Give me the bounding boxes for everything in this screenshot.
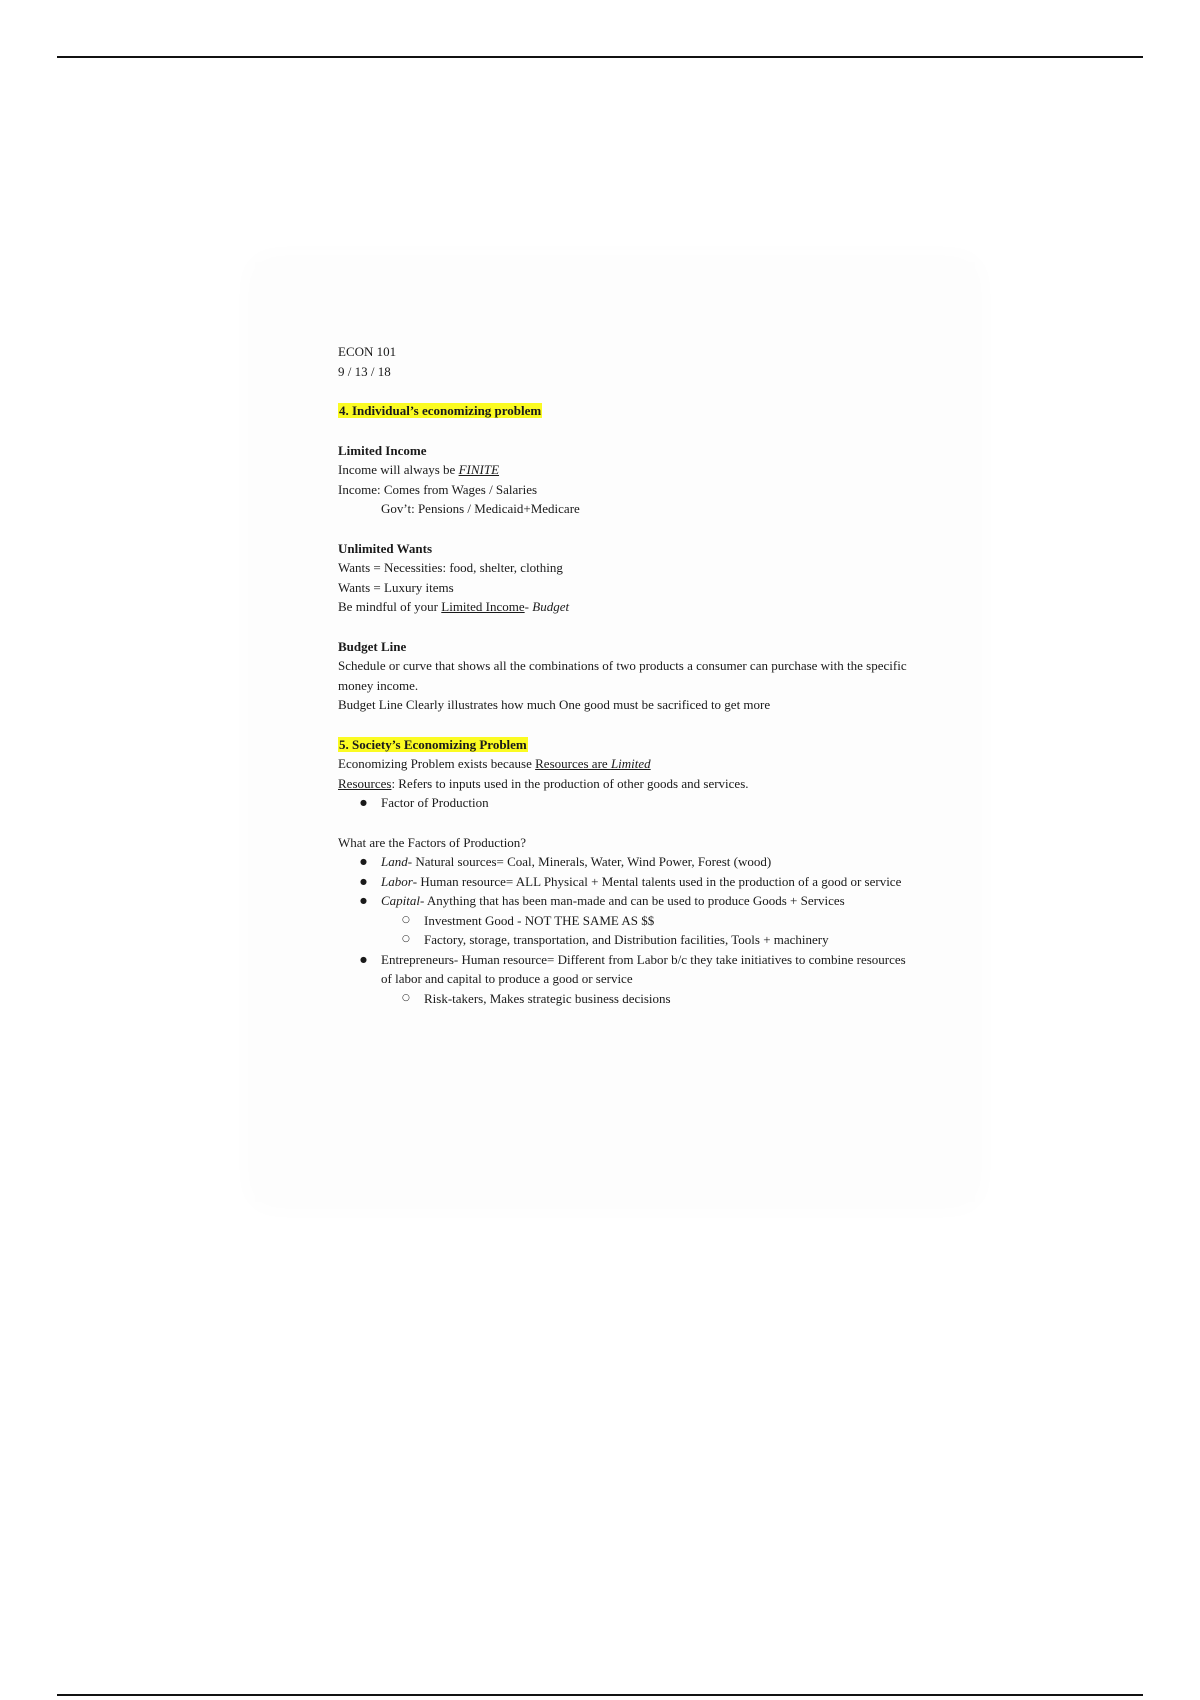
section-5-heading [338, 735, 918, 755]
limited-income-line-2: Income: Comes from Wages / Salaries [338, 481, 538, 497]
limited-income-line-1-prefix: Income will always be [338, 462, 459, 477]
unlimited-wants-line-1: Wants = Necessities: food, shelter, clothing [338, 560, 563, 575]
resources-term: Resources [338, 775, 392, 791]
bottom-divider [57, 1694, 1143, 1696]
factors-question: What are the Factors of Production? [338, 834, 527, 850]
list-item: ○ Investment Good - NOT THE SAME AS $$ [381, 911, 918, 931]
section-5-line-1-prefix: Economizing Problem exists because [338, 756, 536, 771]
resources-limited-underline [535, 756, 651, 771]
limited-income-line-1 [338, 460, 918, 480]
section-5-line-2 [338, 774, 918, 794]
limited-income-line-3: Gov’t: Pensions / Medicaid+Medicare [381, 501, 580, 516]
capital-text: - Anything that has been man-made and can be used to produce Goods + Services [420, 893, 845, 908]
resources-definition: : Refers to inputs used in the production of other goods and services. [391, 775, 749, 791]
section-5-line-1 [338, 754, 918, 774]
resources-bullet-list [338, 793, 918, 813]
limited-income-underline: Limited Income [441, 599, 525, 614]
finite-emphasis: FINITE [458, 462, 500, 477]
list-item: ● Factor of Production [338, 793, 918, 813]
entrepreneurs-sublist [381, 989, 918, 1009]
section-5-heading-text: 5. Society’s Economizing Problem [339, 736, 527, 752]
limited-income-title: Limited Income [338, 442, 427, 458]
capital-sublist [381, 911, 918, 950]
factors-list [338, 852, 918, 1008]
budget-emphasis: Budget [532, 599, 570, 614]
capital-label: Capital [381, 893, 421, 908]
section-4-heading [338, 401, 918, 421]
note-date: 9 / 13 / 18 [338, 363, 391, 379]
labor-text: - Human resource= ALL Physical + Mental talents used in the production of a good or service [412, 873, 902, 889]
land-label: Land [381, 854, 408, 869]
factor-entrepreneurs [338, 950, 918, 1009]
list-item: ○ Risk-takers, Makes strategic business decisions [381, 989, 918, 1009]
budget-line-definition: Schedule or curve that shows all the combinations of two products a consumer can purchase with the specific money income. [338, 658, 907, 693]
top-divider [57, 56, 1143, 58]
course-title: ECON 101 [338, 344, 397, 359]
limited-emphasis: Limited [610, 756, 651, 771]
entrepreneurs-text: Entrepreneurs- Human resource= Different from Labor b/c they take initiatives to combine resources of labor and capital to produce a good or service [381, 951, 906, 986]
unlimited-wants-line-3-prefix: Be mindful of your [338, 599, 442, 614]
factor-capital [338, 891, 918, 950]
list-item: ○ Factory, storage, transportation, and Distribution facilities, Tools + machinery [381, 930, 918, 950]
budget-line-note: Budget Line Clearly illustrates how much One good must be sacrificed to get more [338, 697, 771, 712]
unlimited-wants-line-2: Wants = Luxury items [338, 579, 454, 595]
unlimited-wants-line-3 [338, 597, 918, 617]
factor-labor [338, 872, 918, 892]
factor-land [338, 852, 918, 872]
land-text: - Natural sources= Coal, Minerals, Water, Wind Power, Forest (wood) [407, 854, 772, 869]
unlimited-wants-line-3-sep: - [524, 599, 533, 614]
note-document [338, 342, 918, 1008]
labor-label: Labor [381, 873, 413, 889]
section-4-heading-text: 4. Individual’s economizing problem [339, 403, 542, 418]
resources-are-text: Resources are [535, 756, 611, 771]
budget-line-title: Budget Line [338, 638, 407, 654]
unlimited-wants-title: Unlimited Wants [338, 540, 433, 556]
